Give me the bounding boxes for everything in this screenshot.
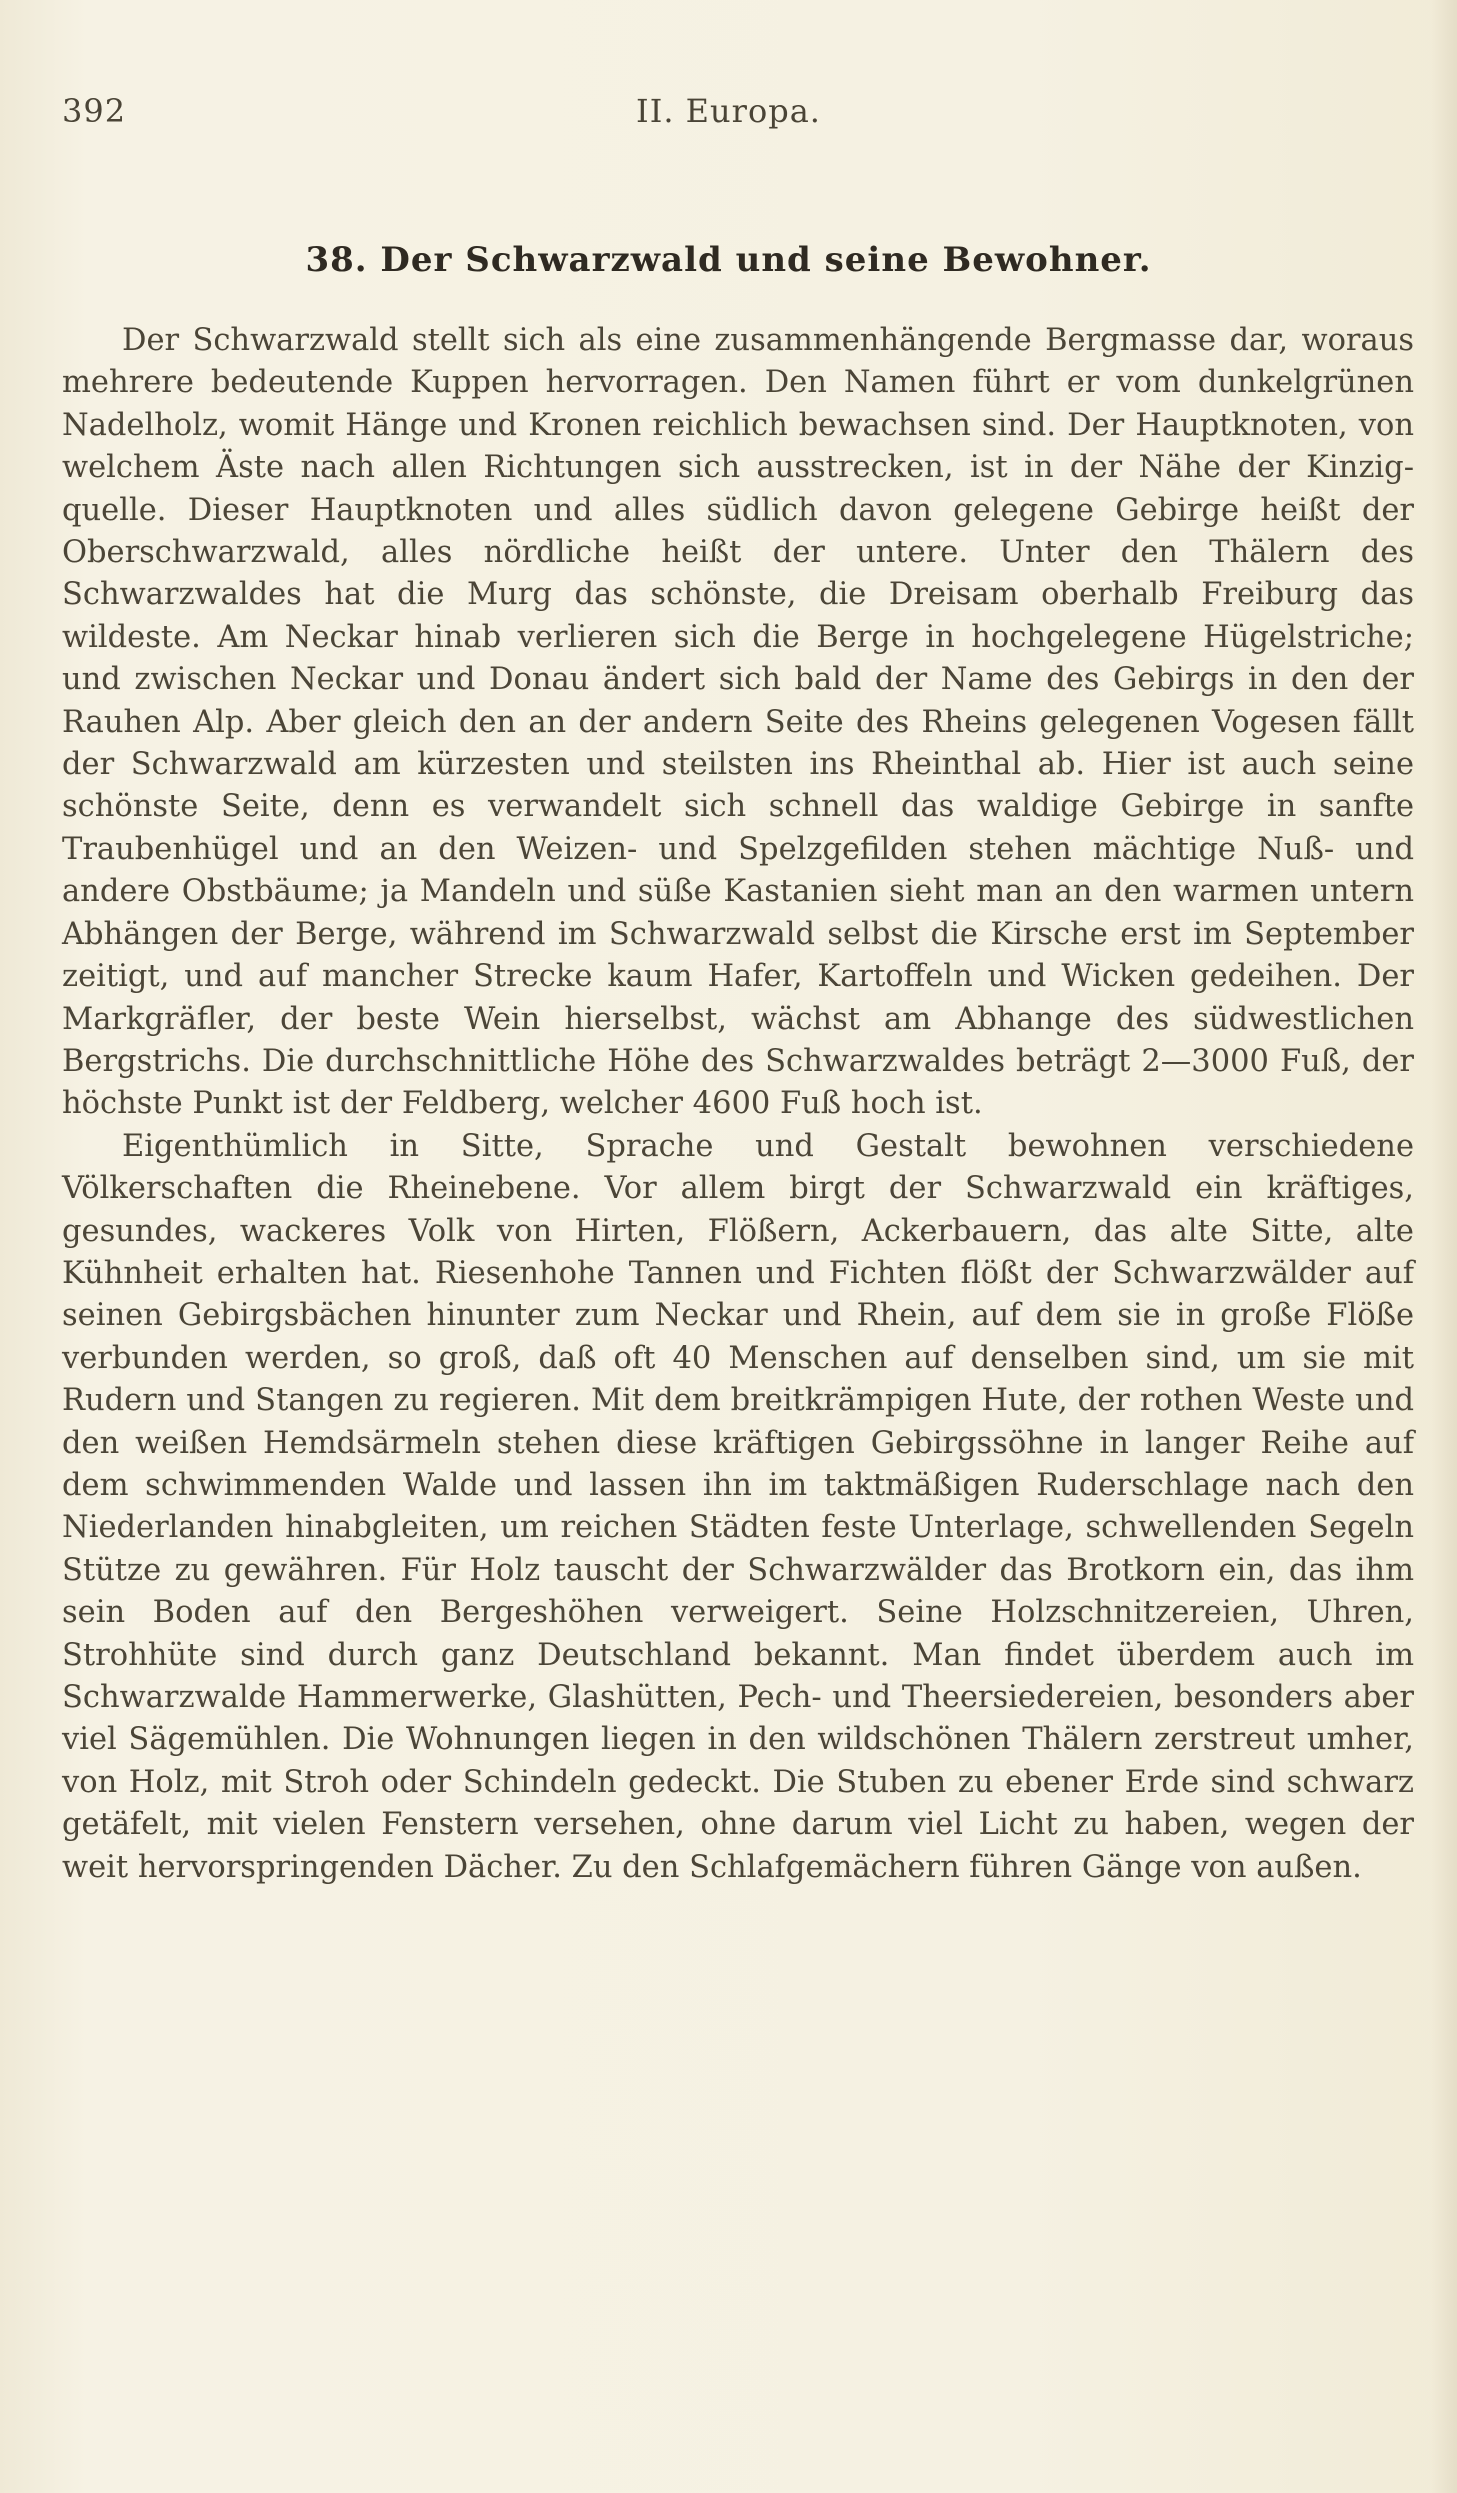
page-number: 392	[62, 92, 127, 130]
body-text	[62, 320, 1414, 1889]
section-heading: 38. Der Schwarzwald und seine Bewohner.	[305, 240, 1152, 280]
paragraph-geography: Der Schwarzwald stellt sich als eine zusammenhängende Bergmasse dar, woraus mehrere bedeutende Kuppen hervorragen. Den Namen führt er vom dunkelgrünen Nadelholz, womit Hänge und Kronen reichlich bewachsen sind. Der Hauptknoten, von welchem Äste nach allen Richtungen sich ausstrecken, ist in der Nähe der Kinzigquelle. Dieser Hauptknoten und alles südlich davon gelegene Gebirge heißt der Oberschwarzwald, alles nördliche heißt der untere. Unter den Thälern des Schwarzwaldes hat die Murg das schönste, die Dreisam oberhalb Freiburg das wildeste. Am Neckar hinab verlieren sich die Berge in hochgelegene Hügelstriche; und zwischen Neckar und Donau ändert sich bald der Name des Gebirgs in den der Rauhen Alp. Aber gleich den an der andern Seite des Rheins gelegenen Vogesen fällt der Schwarzwald am kürzesten und steilsten ins Rheinthal ab. Hier ist auch seine schönste Seite, denn es verwandelt sich schnell das waldige Gebirge in sanfte Traubenhügel und an den Weizen- und Spelzgefilden stehen mächtige Nuß- und andere Obstbäume; ja Mandeln und süße Kastanien sieht man an den warmen untern Abhängen der Berge, während im Schwarzwald selbst die Kirsche erst im September zeitigt, und auf mancher Strecke kaum Hafer, Kartoffeln und Wicken gedeihen. Der Markgräfler, der beste Wein hierselbst, wächst am Abhange des südwestlichen Bergstrichs. Die durchschnittliche Höhe des Schwarzwaldes beträgt 2—3000 Fuß, der höchste Punkt ist der Feldberg, welcher 4600 Fuß hoch ist.	[62, 323, 1414, 1122]
page-header	[0, 30, 1457, 130]
running-head: II. Europa.	[636, 92, 821, 130]
page-edge-shadow	[1431, 0, 1457, 2493]
paragraph-inhabitants: Eigenthümlich in Sitte, Sprache und Gestalt bewohnen verschiedene Völkerschaften die Rheinebene. Vor allem birgt der Schwarzwald ein kräftiges, gesundes, wackeres Volk von Hirten, Flößern, Ackerbauern, das alte Sitte, alte Kühnheit erhalten hat. Riesenhohe Tannen und Fichten flößt der Schwarzwälder auf seinen Gebirgsbächen hinunter zum Neckar und Rhein, auf dem sie in große Flöße verbunden werden, so groß, daß oft 40 Menschen auf denselben sind, um sie mit Rudern und Stangen zu regieren. Mit dem breitkrämpigen Hute, der rothen Weste und den weißen Hemdsärmeln stehen diese kräftigen Gebirgssöhne in langer Reihe auf dem schwimmenden Walde und lassen ihn im taktmäßigen Ruderschlage nach den Niederlanden hinabgleiten, um reichen Städten feste Unterlage, schwellenden Segeln Stütze zu gewähren. Für Holz tauscht der Schwarzwälder das Brotkorn ein, das ihm sein Boden auf den Bergeshöhen verweigert. Seine Holzschnitzereien, Uhren, Strohhüte sind durch ganz Deutschland bekannt. Man findet überdem auch im Schwarzwalde Hammerwerke, Glashütten, Pech- und Theersiedereien, besonders aber viel Sägemühlen. Die Wohnungen liegen in den wildschönen Thälern zerstreut umher, von Holz, mit Stroh oder Schindeln gedeckt. Die Stuben zu ebener Erde sind schwarz getäfelt, mit vielen Fenstern versehen, ohne darum viel Licht zu haben, wegen der weit hervorspringenden Dächer. Zu den Schlafgemächern führen Gänge von außen.	[62, 1128, 1414, 1885]
